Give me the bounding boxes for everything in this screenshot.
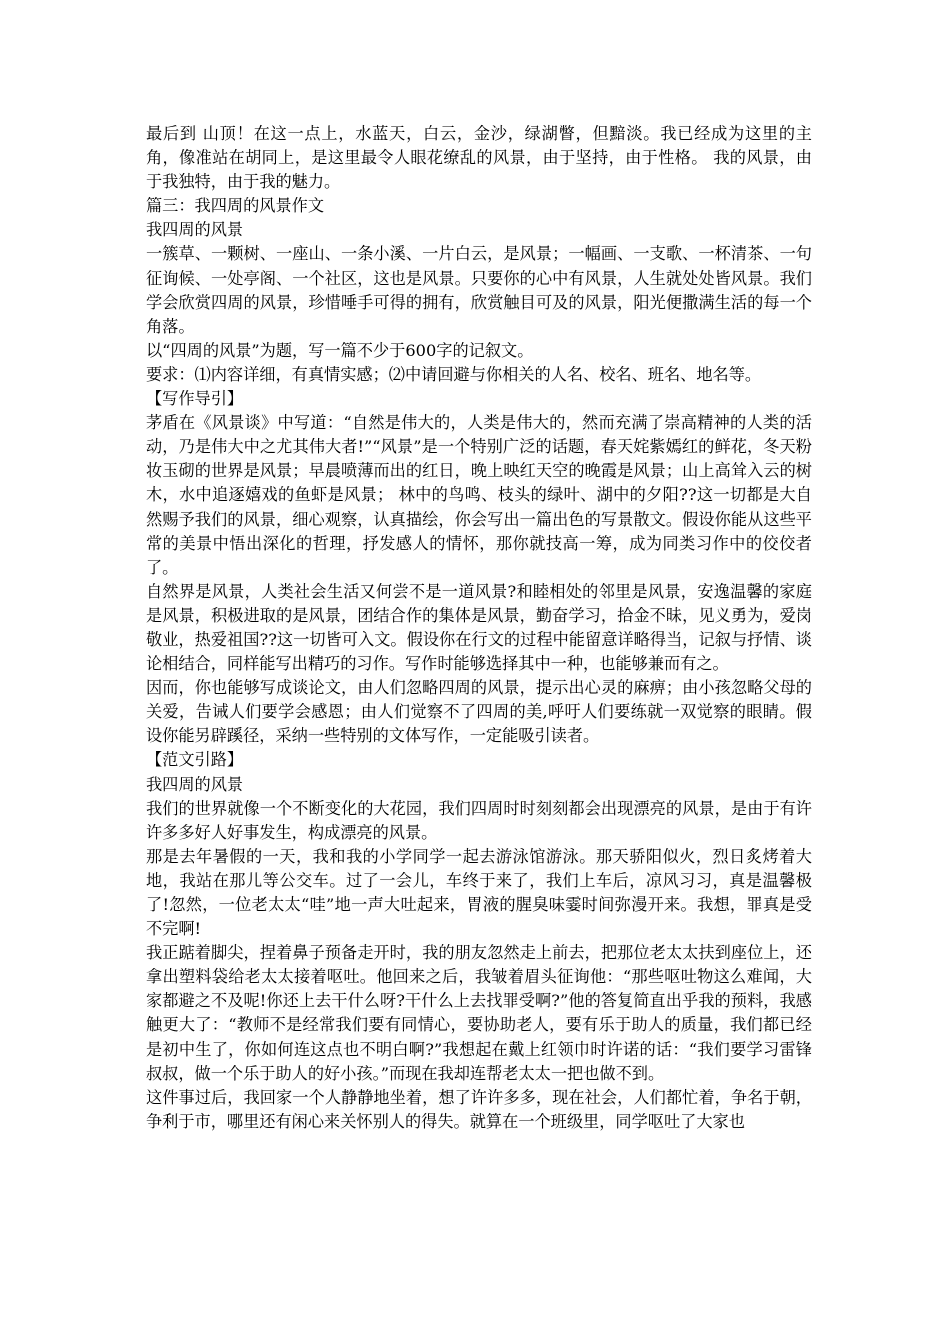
paragraph-sample-3: 我正踮着脚尖，捏着鼻子预备走开时，我的朋友忽然走上前去，把那位老太太扶到座位上，还拿出塑料袋给老太太接着呕吐。他回来之后，我皱着眉头征询他：“那些呕吐物这么难闻，大家都避之不及呢!你还上去干什么呀?干什么上去找罪受啊?”他的答复简直出乎我的预料，我感触更大了：“教师不是经常我们要有同情心，要协助老人，要有乐于助人的质量，我们都已经是初中生了，你如何连这点也不明白啊?”我想起在戴上红领巾时许诺的话：“我们要学习雷锋叔叔，做一个乐于助人的好小孩。”而现在我却连帮老太太一把也做不到。 (146, 943, 812, 1083)
paragraph-intro: 最后到 山顶！在这一点上，水蓝天，白云，金沙，绿湖瞥，但黯淡。我已经成为这里的主角，像准站在胡同上，是这里最令人眼花缭乱的风景，由于坚持，由于性格。 我的风景，由于我独特，由于我的魅力。 (146, 124, 812, 192)
subheading-sample-essay: 【范文引路】 (146, 750, 244, 770)
sample-essay-title: 我四周的风景 (146, 774, 244, 794)
paragraph-requirements: 要求：⑴内容详细，有真情实感；⑵中请回避与你相关的人名、校名、班名、地名等。 (146, 364, 762, 384)
paragraph-task: 以“四周的风景”为题，写一篇不少于600字的记叙文。 (146, 340, 534, 360)
paragraph-guide-2: 自然界是风景，人类社会生活又何尝不是一道风景?和睦相处的邻里是风景，安逸温馨的家庭是风景，积极进取的是风景，团结合作的集体是风景，勤奋学习，拾金不昧，见义勇为，爱岗敬业，热爱祖国??这一切皆可入文。假设你在行文的过程中能留意详略得当，记叙与抒情、谈论相结合，同样能写出精巧的习作。写作时能够选择其中一种，也能够兼而有之。 (146, 581, 812, 674)
paragraph-guide-3: 因而，你也能够写成谈论文，由人们忽略四周的风景，提示出心灵的麻痹；由小孩忽略父母的关爱，告诫人们要学会感恩；由人们觉察不了四周的美,呼吁人们要练就一双觉察的眼睛。假设你能另辟蹊径，采纳一些特别的文体写作，一定能吸引读者。 (146, 678, 812, 746)
document-body (146, 122, 812, 1134)
paragraph-sample-2: 那是去年暑假的一天，我和我的小学同学一起去游泳馆游泳。那天骄阳似火，烈日炙烤着大地，我站在那儿等公交车。过了一会儿，车终于来了，我们上车后，凉风习习，真是温馨极了!忽然，一位老太太“哇”地一声大吐起来，胃液的腥臭味霎时间弥漫开来。我想，罪真是受不完啊! (146, 846, 812, 939)
section-heading: 篇三：我四周的风景作文 (146, 196, 325, 216)
subheading-writing-guide: 【写作导引】 (146, 389, 244, 409)
paragraph-prompt: 一簇草、一颗树、一座山、一条小溪、一片白云，是风景；一幅画、一支歌、一杯清茶、一句征询候、一处亭阁、一个社区，这也是风景。只要你的心中有风景，人生就处处皆风景。我们学会欣赏四周的风景，珍惜唾手可得的拥有，欣赏触目可及的风景，阳光便撒满生活的每一个角落。 (146, 244, 812, 336)
paragraph-guide-1: 茅盾在《风景谈》中写道：“自然是伟大的，人类是伟大的，然而充满了崇高精神的人类的活动，乃是伟大中之尤其伟大者!”“风景”是一个特别广泛的话题，春天姹紫嫣红的鲜花，冬天粉妆玉砌的世界是风景；早晨喷薄而出的红日，晚上映红天空的晚霞是风景；山上高耸入云的树木，水中追逐嬉戏的鱼虾是风景； 林中的鸟鸣、枝头的绿叶、湖中的夕阳??这一切都是大自然赐予我们的风景，细心观察，认真描绘，你会写出一篇出色的写景散文。假设你能从这些平常的美景中悟出深化的哲理，抒发感人的情怀，那你就技高一筹，成为同类习作中的佼佼者了。 (146, 413, 812, 577)
paragraph-sample-1: 我们的世界就像一个不断变化的大花园，我们四周时时刻刻都会出现漂亮的风景，是由于有许许多多好人好事发生，构成漂亮的风景。 (146, 798, 812, 842)
essay-title: 我四周的风景 (146, 220, 244, 240)
paragraph-sample-4: 这件事过后，我回家一个人静静地坐着，想了许许多多，现在社会，人们都忙着，争名于朝，争利于市，哪里还有闲心来关怀别人的得失。就算在一个班级里，同学呕吐了大家也 (146, 1087, 812, 1131)
